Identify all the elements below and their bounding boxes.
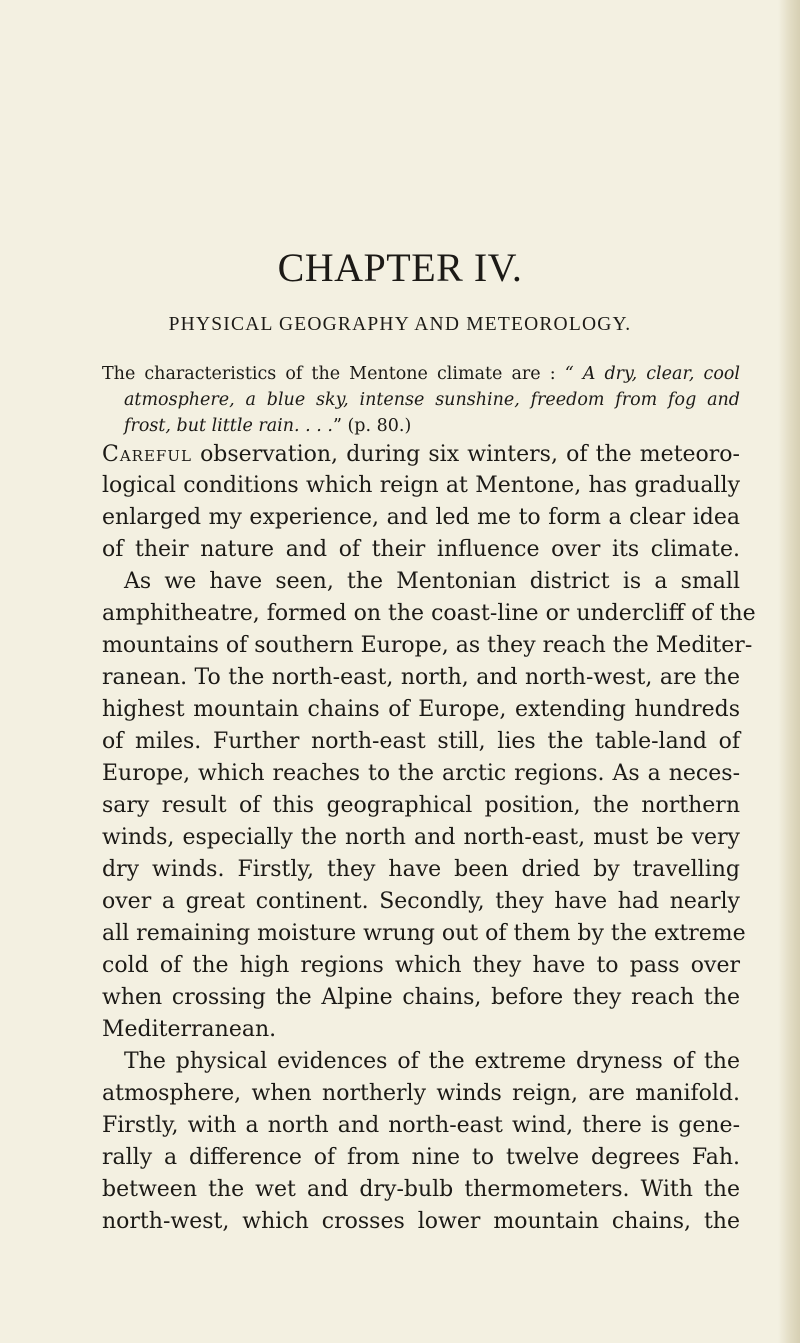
body-line: enlarged my experience, and led me to form a clear idea — [102, 505, 740, 530]
body-line: of miles. Further north-east still, lies the table-land of — [102, 729, 740, 754]
body-line: As we have seen, the Mentonian district is a small — [124, 569, 740, 594]
body-line: cold of the high regions which they have to pass over — [102, 953, 740, 978]
body-line: when crossing the Alpine chains, before they reach the — [102, 985, 740, 1010]
epigraph-line — [102, 362, 740, 386]
body-line: logical conditions which reign at Mentone, has gradually — [102, 473, 740, 498]
body-line: sary result of this geographical position, the northern — [102, 793, 740, 818]
body-line: rally a difference of from nine to twelve degrees Fah. — [102, 1145, 740, 1170]
epigraph-text: The characteristics of the Mentone climate are : — [102, 364, 565, 384]
chapter-subtitle: PHYSICAL GEOGRAPHY AND METEOROLOGY. — [168, 314, 632, 335]
body-line: Mediterranean. — [102, 1017, 277, 1042]
body-line: The physical evidences of the extreme dryness of the — [124, 1049, 740, 1074]
lead-word: Careful — [102, 442, 192, 467]
body-line: atmosphere, when northerly winds reign, are manifold. — [102, 1081, 740, 1106]
epigraph-quote: frost, but little rain. . . . — [124, 416, 333, 436]
body-line: winds, especially the north and north-east, must be very — [102, 825, 740, 850]
body-line: between the wet and dry-bulb thermometers. With the — [102, 1177, 740, 1202]
body-line: dry winds. Firstly, they have been dried by travelling — [102, 857, 740, 882]
body-line — [102, 440, 740, 470]
body-line: over a great continent. Secondly, they have had nearly — [102, 889, 740, 914]
body-line: amphitheatre, formed on the coast-line or undercliff of the — [102, 601, 756, 626]
epigraph-line: atmosphere, a blue sky, intense sunshine, freedom from fog and — [124, 390, 740, 410]
body-line: ranean. To the north-east, north, and north-west, are the — [102, 665, 740, 690]
epigraph-citation: ” (p. 80.) — [332, 416, 412, 436]
body-line: mountains of southern Europe, as they reach the Mediter- — [102, 633, 753, 658]
epigraph-quote: “ A dry, clear, cool — [564, 364, 740, 384]
chapter-title: CHAPTER IV. — [277, 245, 523, 290]
body-line: of their nature and of their influence over its climate. — [102, 537, 740, 562]
body-line: Firstly, with a north and north-east wind, there is gene- — [102, 1113, 740, 1138]
epigraph-line — [124, 414, 411, 438]
body-line: north-west, which crosses lower mountain chains, the — [102, 1209, 740, 1234]
page-edge-shadow — [778, 0, 800, 1343]
line-text: observation, during six winters, of the meteoro- — [191, 442, 740, 467]
body-line: all remaining moisture wrung out of them by the extreme — [102, 921, 746, 946]
body-line: Europe, which reaches to the arctic regions. As a neces- — [102, 761, 740, 786]
body-line: highest mountain chains of Europe, extending hundreds — [102, 697, 740, 722]
